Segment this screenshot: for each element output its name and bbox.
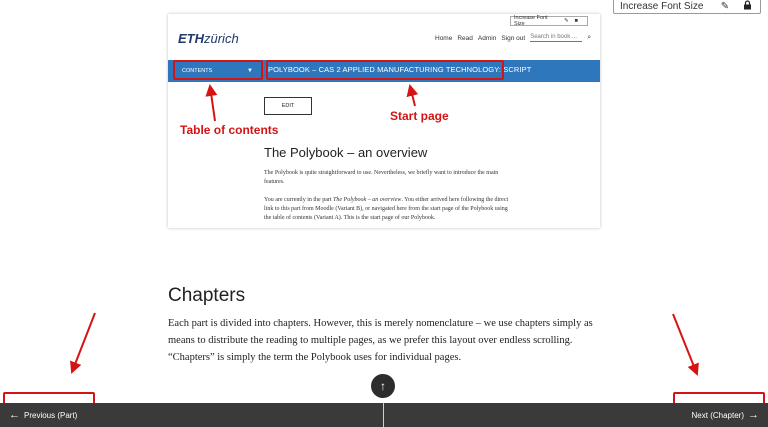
lock-icon: ■ [574,18,578,24]
contents-highlight-box [173,60,263,80]
screenshot-edit-button: EDIT [264,97,312,115]
screenshot-font-widget-label: Increase Font Size [514,15,548,27]
chapters-paragraph: Each part is divided into chapters. However, this is merely nomenclature – we use chapters simply as means to distribute the reading to multiple pages, as we prefer this layout over endless scrolling. “Chapters” is simply the term the Polybook uses for individual pages. [168,318,593,363]
next-chapter-link[interactable] [692,403,759,427]
caret-down-icon: ▼ [247,68,253,74]
arrow-up-icon: ↑ [380,379,386,393]
arrow-to-previous [72,313,95,372]
screenshot-nav-admin: Admin [477,34,497,42]
screenshot-paragraph-2-em: The Polybook – an overview [333,197,402,203]
screenshot-nav-read: Read [457,34,473,42]
arrow-to-next [673,314,697,374]
screenshot-font-widget [510,16,588,26]
screenshot-search: Search in book ... [530,34,582,42]
annotation-start-page: Start page [390,109,449,123]
search-icon: ⌕ [587,34,592,41]
embedded-screenshot [168,14,600,228]
next-chapter-label: Next (Chapter) [691,410,744,420]
screenshot-paragraph-2-post: . You either arrived here following the direct link to this part from Moodle (Variant B), or navigated here from the start page of the Polybook using the table of contents (Variant A). This is the start page of our Polybook. [264,197,509,221]
chapters-heading: Chapters [168,285,246,306]
screenshot-paragraph-2 [264,196,514,223]
previous-part-link[interactable] [9,403,77,427]
lock-icon[interactable] [740,0,754,13]
screenshot-contents-label: CONTENTS [182,68,213,74]
title-highlight-box [266,60,504,80]
screenshot-book-title: POLYBOOK – CAS 2 APPLIED MANUFACTURING TECHNOLOGY: SCRIPT [268,65,532,74]
screenshot-nav-signout: Sign out [501,34,526,42]
arrow-left-icon: ← [9,409,20,421]
bottom-navigation-bar [0,403,768,427]
logo-bold: ETH [178,31,204,46]
arrow-right-icon: → [748,409,759,421]
bottom-divider [383,403,384,427]
screenshot-nav [435,34,591,42]
pencil-icon: ✎ [564,18,569,24]
screenshot-heading: The Polybook – an overview [264,145,428,160]
previous-part-label: Previous (Part) [24,410,78,420]
screenshot-paragraph-1: The Polybook is quite straightforward to use. Nevertheless, we briefly want to introduce the main features. [264,170,499,185]
annotation-table-of-contents: Table of contents [180,123,279,137]
logo-rest: zürich [204,31,239,46]
eth-logo [178,31,239,46]
screenshot-paragraph-2-pre: You are currently in the part [264,197,334,203]
pencil-icon[interactable]: ✎ [720,0,730,12]
increase-font-size-label: Increase Font Size [620,0,704,12]
screenshot-nav-home: Home [435,34,453,42]
back-to-top-button[interactable] [371,374,395,398]
increase-font-size-widget[interactable] [613,0,761,14]
